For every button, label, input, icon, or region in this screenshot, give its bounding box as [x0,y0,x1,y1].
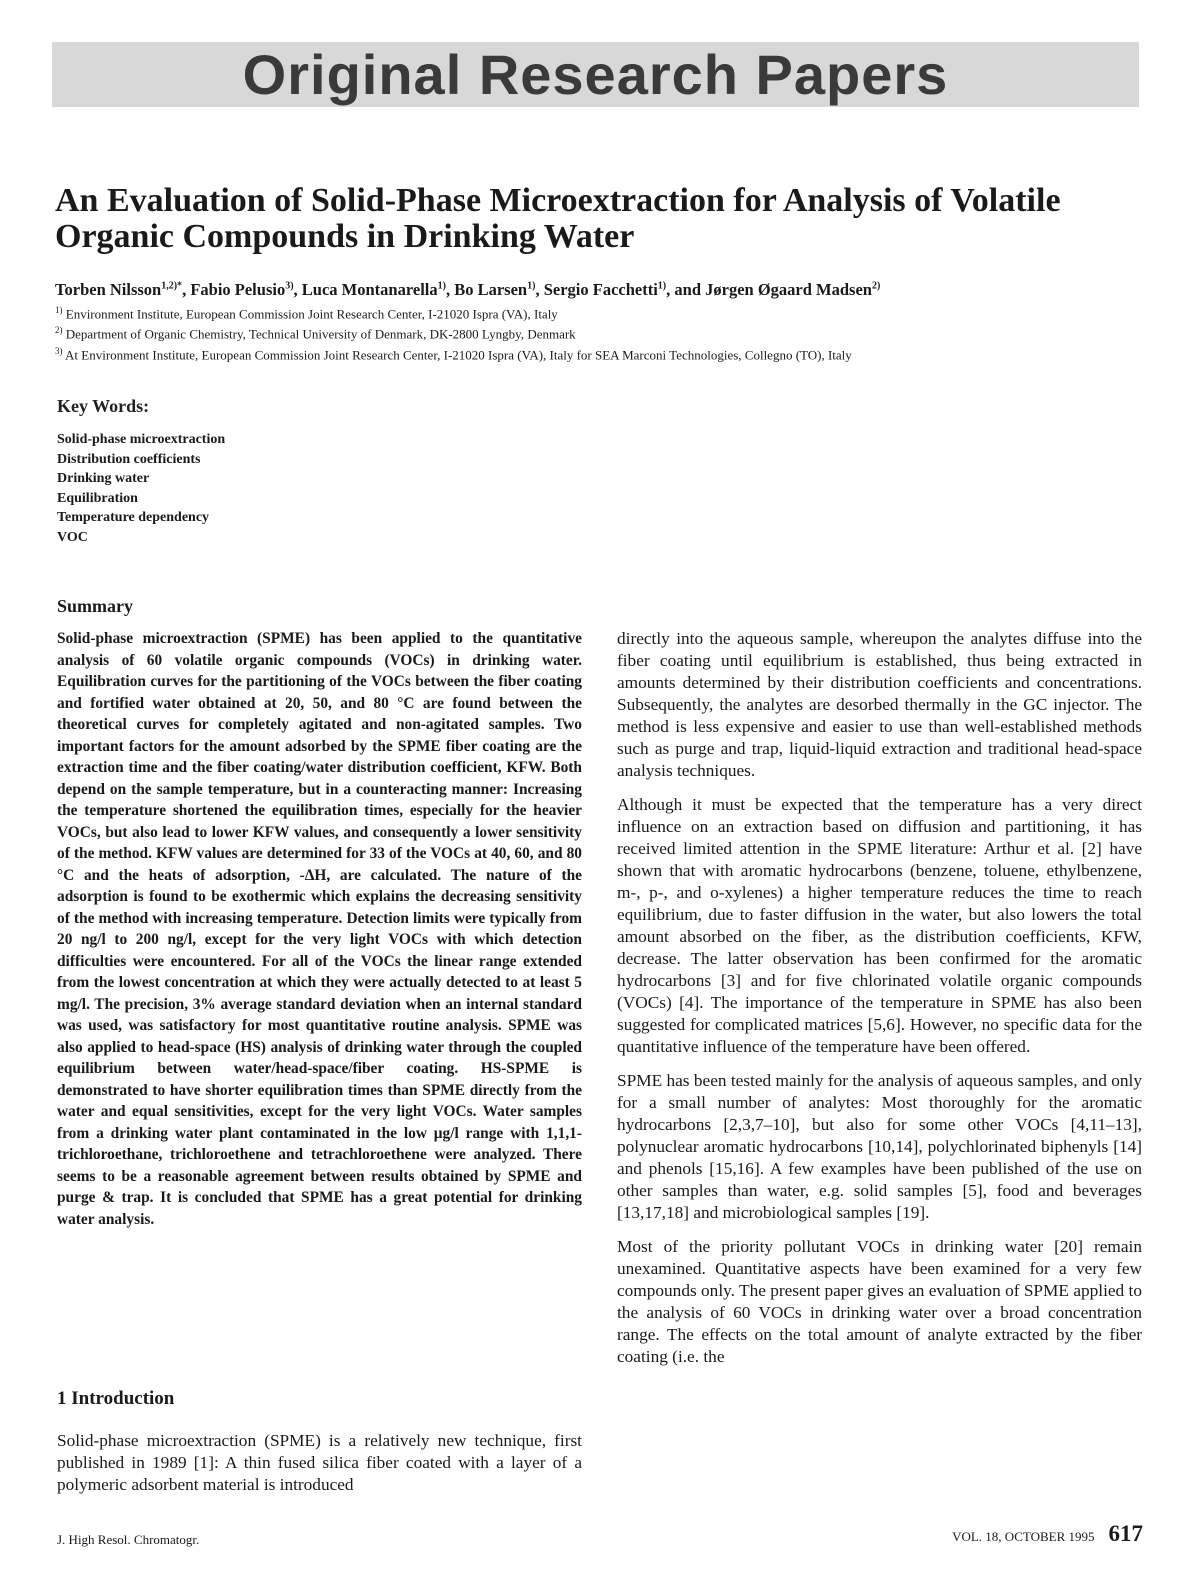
right-column [617,628,1142,1380]
author-affil-mark: 1) [527,280,536,292]
paper-title: An Evaluation of Solid-Phase Microextraction for Analysis of Volatile Organic Compounds in Drinking Water [55,182,1061,255]
keyword-item: Drinking water [57,471,150,486]
author-affil-mark: 1,2)* [161,280,183,292]
author-name: Sergio Facchetti [543,280,658,299]
author-name: Fabio Pelusio [190,280,286,299]
affiliation [55,343,1145,363]
body-paragraph: directly into the aqueous sample, whereupon the analytes diffuse into the fiber coating until equilibrium is established, thus being extracted in amounts determined by their distribution coefficients and concentrations. Subsequently, the analytes are desorbed thermally in the GC injector. The method is less expensive and easier to use than well-established methods such as purge and trap, liquid-liquid extraction and traditional head-space analysis techniques. [617,629,1142,780]
keyword-item: VOC [57,529,88,545]
author-affil-mark: 2) [871,280,881,292]
introduction-heading: 1 Introduction [57,1388,175,1409]
body-paragraph: Most of the priority pollutant VOCs in drinking water [20] remain unexamined. Quantitative aspects have been examined for a very few compounds only. The present paper gives an evaluation of SPME applied to the analysis of 60 VOCs in drinking water over a broad concentration range. The effects on the total amount of analyte extracted by the fiber coating (i.e. the [617,1237,1142,1366]
affiliation-mark: 1) [55,305,63,315]
affiliation-mark: 2) [55,325,63,336]
affiliation-mark: 3) [55,345,63,356]
keywords-list [57,430,357,547]
author-name: Torben Nilsson [55,280,162,299]
affiliation-text: Environment Institute, European Commission Joint Research Center, I-21020 Ispra (VA), Italy [65,306,558,322]
author-name: Bo Larsen [454,280,528,299]
body-paragraph: SPME has been tested mainly for the analysis of aqueous samples, and only for a small number of analytes: Most thoroughly for the aromatic hydrocarbons [2,3,7–10], but also for some other VOCs [4,11–13], polynuclear aromatic hydrocarbons [10,14], polychlorinated biphenyls [14] and phenols [15,16]. A few examples have been published of the use on other samples than water, e.g. solid samples [5], food and beverages [13,17,18] and microbiological samples [19]. [617,1071,1142,1222]
journal-name: J. High Resol. Chromatogr. [57,1532,200,1547]
affiliation [55,322,1145,342]
page-number: 617 [1108,1521,1143,1546]
author-name: Jørgen Øgaard Madsen [705,280,872,299]
issue-info: VOL. 18, OCTOBER 1995 [952,1529,1095,1544]
author-affil-mark: 1) [657,280,667,292]
page-footer [952,1521,1143,1547]
author-affil-mark: 3) [285,280,294,292]
affiliation-text: Department of Organic Chemistry, Technical University of Denmark, DK-2800 Lyngby, Denmark [65,326,576,342]
author-list: Torben Nilsson$^{1,2)*}$, Fabio Pelusio$^{3)}$, Luca Montanarella$^{1)}$, Bo Larsen$^{1)}$, Sergio Facchetti$^{1)}$, and Jørgen Øgaard Madsen$^{2)}$ [55,280,881,299]
keyword-item: Distribution coefficients [57,451,201,467]
body-paragraph: Although it must be expected that the temperature has a very direct influence on an extraction based on diffusion and partitioning, it has received limited attention in the SPME literature: Arthur et al. [2] have shown that with aromatic hydrocarbons (benzene, toluene, ethylbenzene, m-, p-, and o-xylenes) a higher temperature reduces the time to reach equilibrium, due to faster diffusion in the water, but also lowers the total amount absorbed on the fiber, as the distribution coefficients, KFW, decrease. The latter observation has been confirmed for the aromatic hydrocarbons [3] and for five chlorinated volatile organic compounds (VOCs) [4]. The importance of the temperature in SPME has also been suggested for complicated matrices [5,6]. However, no specific data for the quantitative influence of the temperature have been offered. [617,795,1142,1056]
keywords-heading: Key Words: [57,396,150,416]
banner-text: Original Research Papers [242,43,949,106]
summary-text: Solid-phase microextraction (SPME) has been applied to the quantitative analysis of 60 volatile organic compounds (VOCs) in drinking water. Equilibration curves for the partitioning of the VOCs between the fiber coating and fortified water obtained at 20, 50, and 80 °C are found between the theoretical curves for completely agitated and non-agitated samples. Two important factors for the amount adsorbed by the SPME fiber coating are the extraction time and the fiber coating/water distribution coefficient, KFW. Both depend on the sample temperature, but in a counteracting manner: Increasing the temperature shortened the equilibration times, especially for the heavier VOCs, but also lead to lower KFW values, and consequently a lower sensitivity of the method. KFW values are determined for 33 of the VOCs at 40, 60, and 80 °C and the heats of adsorption, -ΔH, are calculated. The nature of the adsorption is found to be exothermic which explains the decreasing sensitivity of the method with increasing temperature. Detection limits were typically from 20 ng/l to 200 ng/l, except for the very light VOCs with which detection difficulties were encountered. For all of the VOCs the linear range extended from the lowest concentration at which they were actually detected to at least 5 mg/l. The precision, 3% average standard deviation when an internal standard was used, was satisfactory for most quantitative routine analysis. SPME was also applied to head-space (HS) analysis of drinking water through the coupled equilibrium between water/head-space/fiber coating. HS-SPME is demonstrated to have shorter equilibration times than SPME directly from the water and equal sensitivities, except for the very light VOCs. Water samples from a drinking water plant contaminated in the low μg/l range with 1,1,1-trichloroethane, trichloroethene and tetrachloroethene were analyzed. There seems to be a reasonable agreement between results obtained by SPME and purge & trap. It is concluded that SPME has a great potential for drinking water analysis. [57,630,582,1228]
affiliation [55,302,1145,322]
section-banner [52,42,1139,107]
affiliation-list [55,302,1145,363]
author-affil-mark: 1) [437,280,446,292]
keyword-item: Temperature dependency [57,510,210,525]
keyword-item: Solid-phase microextraction [57,432,226,447]
introduction-text: Solid-phase microextraction (SPME) is a relatively new technique, first published in 1989 [1]: A thin fused silica fiber coated with a layer of a polymeric adsorbent material is introduced [57,1431,582,1494]
keyword-item: Equilibration [57,490,138,506]
summary-heading: Summary [57,596,133,616]
author-name: Luca Montanarella [301,280,438,299]
affiliation-text: At Environment Institute, European Commission Joint Research Center, I-21020 Ispra (VA), Italy for SEA Marconi Technologies, Collegno (TO), Italy [65,346,852,362]
